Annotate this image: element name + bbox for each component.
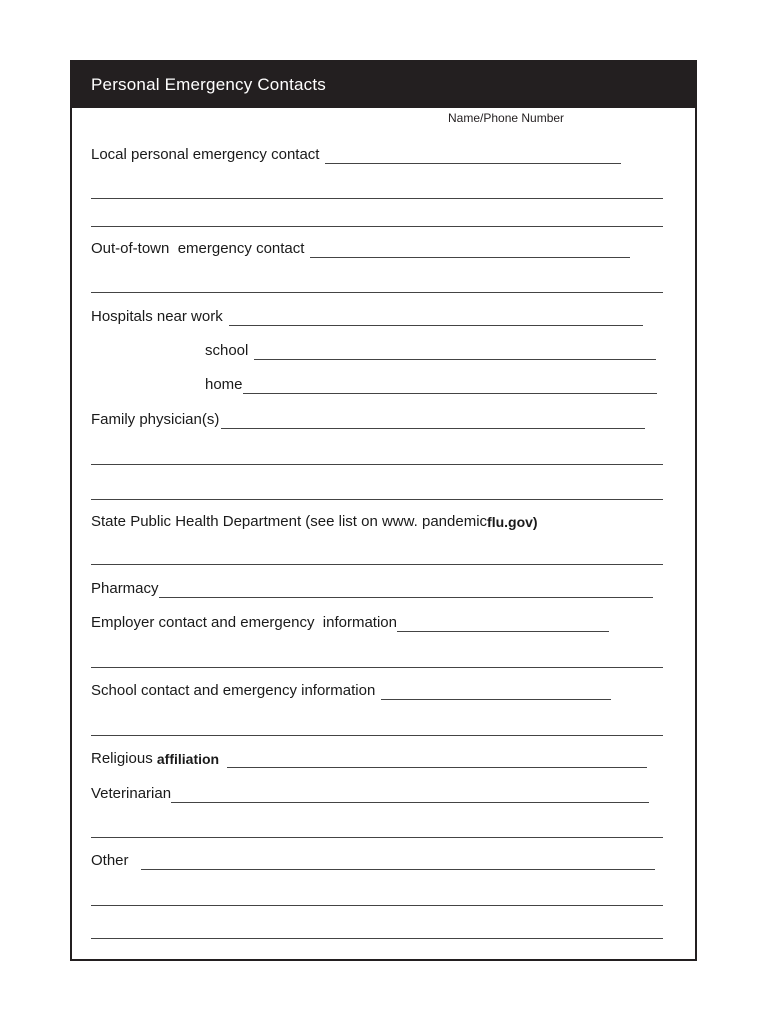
other-row [91,850,655,870]
employer-contact-row [91,612,609,632]
blank-line[interactable] [91,550,663,565]
blank-line-row [91,207,663,227]
religious-affiliation-label: Religious [91,750,157,767]
state-health-dept-label: State Public Health Department (see list on www. pandemic [91,513,488,530]
family-physician-line[interactable] [221,414,645,429]
blank-line[interactable] [91,891,663,906]
blank-line[interactable] [91,924,663,939]
other-line[interactable] [141,855,655,870]
hospitals-school-row [205,340,656,360]
blank-line-row [91,919,663,939]
column-heading: Name/Phone Number [448,111,565,125]
hospitals-work-row [91,306,643,326]
blank-line[interactable] [91,278,663,293]
hospitals-home-line[interactable] [243,379,657,394]
blank-line-row [91,716,663,736]
blank-line-row [91,648,663,668]
other-label: Other [91,852,129,869]
school-contact-line[interactable] [381,685,611,700]
out-of-town-contact-line[interactable] [310,243,630,258]
employer-contact-line[interactable] [397,617,609,632]
blank-line-row [91,179,663,199]
pharmacy-line[interactable] [159,583,653,598]
blank-line-row [91,445,663,465]
local-contact-row [91,144,621,164]
blank-line-row [91,545,663,565]
family-physician-label: Family physician(s) [91,411,220,428]
blank-line-row [91,273,663,293]
hospitals-school-line[interactable] [254,345,656,360]
blank-line[interactable] [91,485,663,500]
religious-affiliation-bold-fragment: affiliation [156,751,220,767]
blank-line[interactable] [91,653,663,668]
local-contact-line[interactable] [325,149,621,164]
religious-affiliation-row [91,748,647,768]
hospitals-home-label: home [205,376,243,393]
emergency-contacts-form [70,60,697,961]
pharmacy-label: Pharmacy [91,580,159,597]
blank-line[interactable] [91,721,663,736]
blank-line[interactable] [91,450,663,465]
local-contact-label: Local personal emergency contact [91,146,320,163]
state-health-dept-url-fragment: flu.gov) [487,514,538,530]
hospitals-school-label: school [205,342,249,359]
veterinarian-line[interactable] [171,788,649,803]
blank-line[interactable] [91,823,663,838]
blank-line-row [91,480,663,500]
out-of-town-contact-row [91,238,630,258]
veterinarian-label: Veterinarian [91,785,172,802]
state-health-dept-row [91,511,538,531]
hospitals-home-row [205,374,657,394]
blank-line-row [91,818,663,838]
blank-line[interactable] [91,184,663,199]
veterinarian-row [91,783,649,803]
school-contact-row [91,680,611,700]
employer-contact-label: Employer contact and emergency information [91,614,397,631]
pharmacy-row [91,578,653,598]
blank-line-row [91,886,663,906]
hospitals-work-line[interactable] [229,311,643,326]
form-title: Personal Emergency Contacts [72,62,695,108]
school-contact-label: School contact and emergency information [91,682,376,699]
blank-line[interactable] [91,212,663,227]
hospitals-work-label: Hospitals near work [91,308,223,325]
religious-affiliation-line[interactable] [227,753,647,768]
out-of-town-contact-label: Out-of-town emergency contact [91,240,305,257]
family-physician-row [91,409,645,429]
